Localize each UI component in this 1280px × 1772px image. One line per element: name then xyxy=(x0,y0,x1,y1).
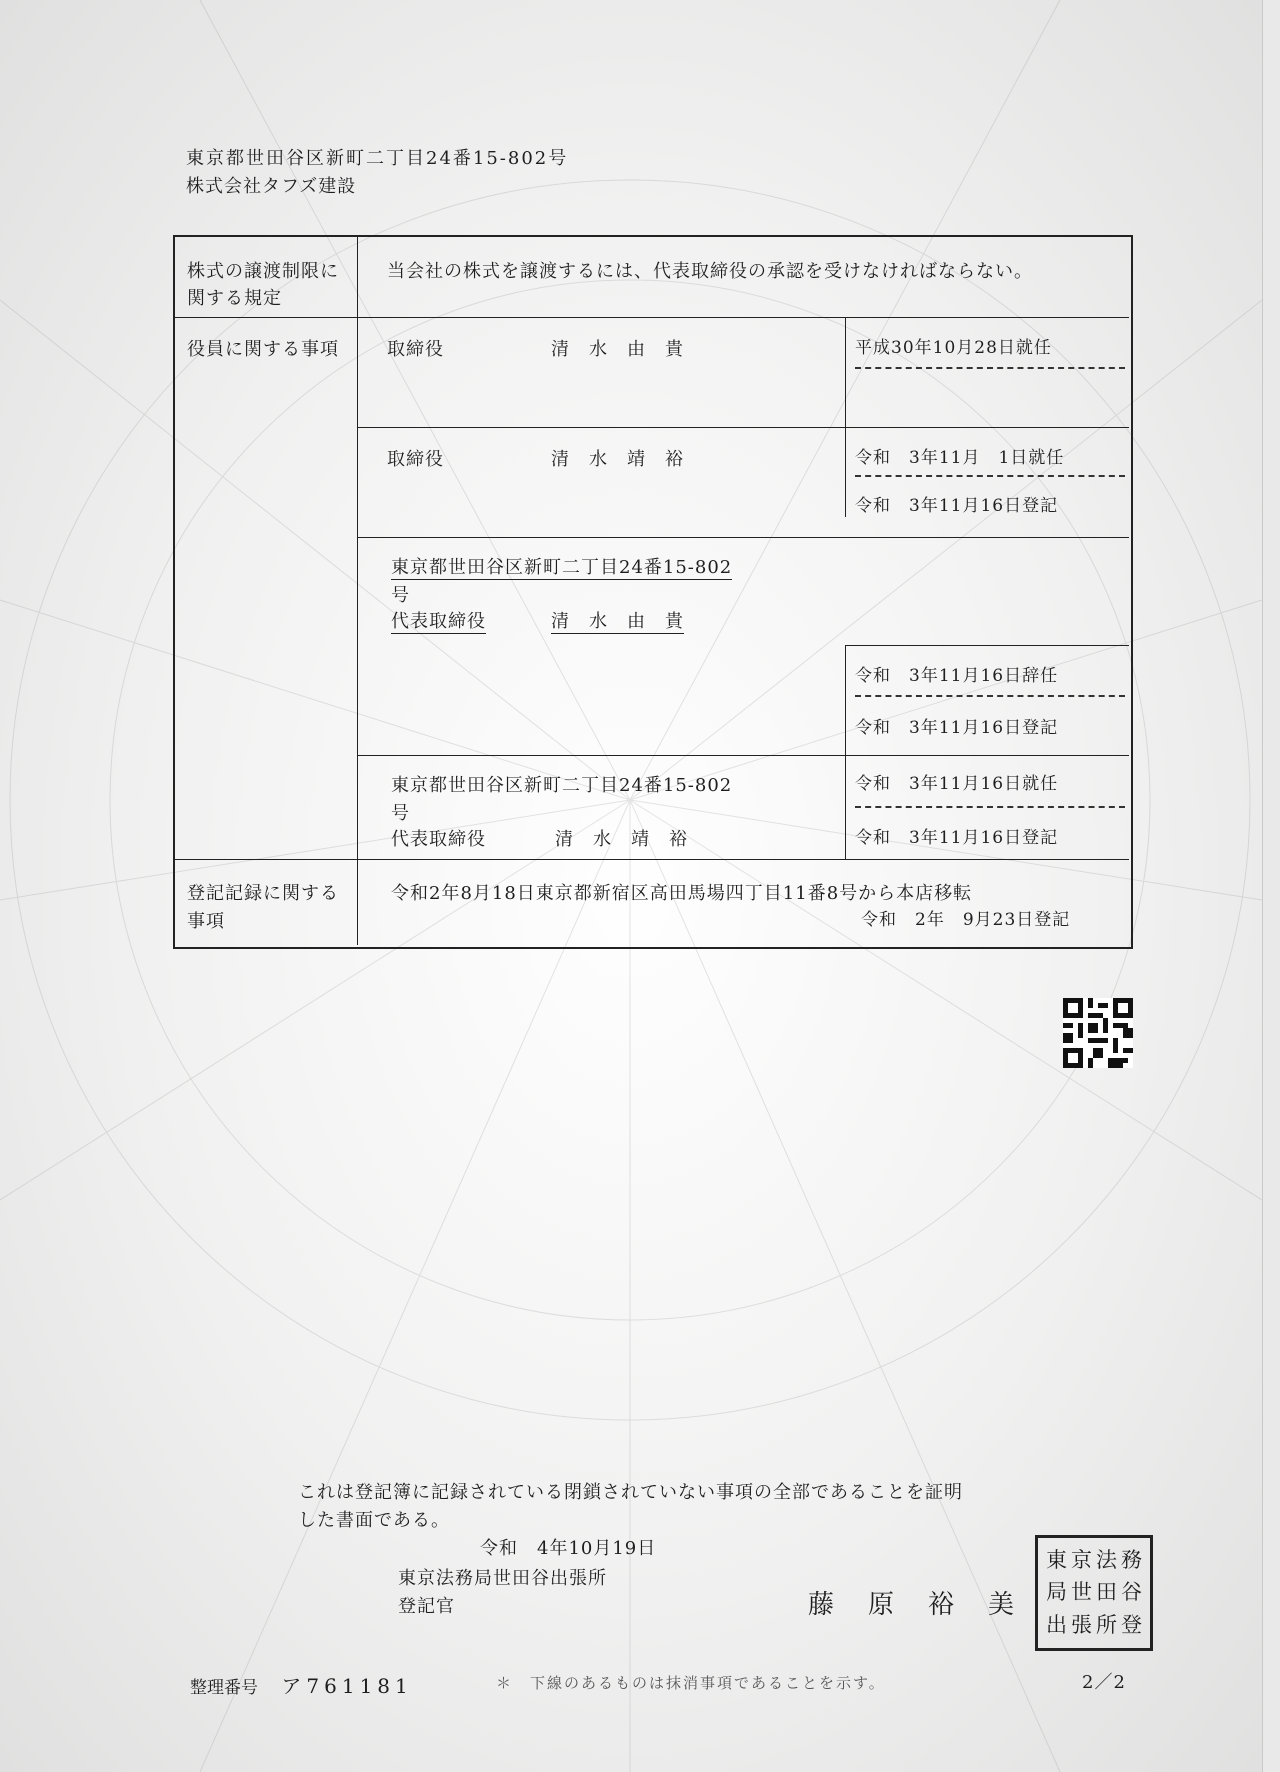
seal-char: 世 xyxy=(1071,1580,1092,1605)
officer1-name: 清 水 由 貴 xyxy=(551,339,684,360)
row-label-transfer-restriction-1: 株式の譲渡制限に xyxy=(187,261,339,282)
header-address: 東京都世田谷区新町二丁目24番15-802号 xyxy=(186,148,569,169)
ref-number: ア761181 xyxy=(281,1674,413,1698)
officer2-date-registered: 令和 3年11月16日登記 xyxy=(855,496,1059,516)
registrar-title: 登記官 xyxy=(398,1596,455,1617)
officer3-address-line1: 東京都世田谷区新町二丁目24番15-802 xyxy=(391,557,733,578)
strikeout-note: ＊ 下線のあるものは抹消事項であることを示す。 xyxy=(496,1674,886,1692)
officer2-title: 取締役 xyxy=(387,449,444,470)
certification-line2: した書面である。 xyxy=(298,1510,450,1531)
seal-char: 務 xyxy=(1121,1547,1142,1572)
officer4-date-registered: 令和 3年11月16日登記 xyxy=(855,828,1059,848)
ref-label: 整理番号 xyxy=(190,1678,258,1698)
footer-ref xyxy=(190,1670,413,1699)
registrar-name: 藤 原 裕 美 xyxy=(808,1590,1019,1620)
header-company-name: 株式会社タフズ建設 xyxy=(186,176,357,197)
seal-char: 法 xyxy=(1096,1547,1117,1572)
transfer-restriction-content: 当会社の株式を譲渡するには、代表取締役の承認を受けなければならない。 xyxy=(387,261,1033,282)
certification-date: 令和 4年10月19日 xyxy=(480,1538,657,1559)
qr-code xyxy=(1063,998,1133,1068)
officer1-title: 取締役 xyxy=(387,339,444,360)
row-label-records-1: 登記記録に関する xyxy=(187,883,339,904)
seal-char: 東 xyxy=(1046,1547,1067,1572)
page-edge xyxy=(1262,0,1280,1772)
records-content: 令和2年8月18日東京都新宿区高田馬場四丁目11番8号から本店移転 xyxy=(391,883,973,904)
seal-char: 谷 xyxy=(1121,1580,1142,1605)
seal-char: 出 xyxy=(1046,1613,1067,1638)
page-number: 2／2 xyxy=(1082,1672,1126,1693)
seal-char: 局 xyxy=(1046,1580,1067,1605)
registry-table xyxy=(173,235,1133,949)
officer3-date-resigned: 令和 3年11月16日辞任 xyxy=(855,666,1059,686)
officer4-address-line2: 号 xyxy=(391,803,410,824)
seal-char: 登 xyxy=(1121,1613,1142,1638)
officer2-date-appointed: 令和 3年11月 1日就任 xyxy=(855,448,1065,468)
officer3-title: 代表取締役 xyxy=(391,611,486,632)
officer2-name: 清 水 靖 裕 xyxy=(551,449,684,470)
officer4-address-line1: 東京都世田谷区新町二丁目24番15-802 xyxy=(391,775,733,796)
officer3-name: 清 水 由 貴 xyxy=(551,611,684,632)
official-seal xyxy=(1035,1535,1153,1651)
officer4-title: 代表取締役 xyxy=(391,829,486,850)
officer4-date-appointed: 令和 3年11月16日就任 xyxy=(855,774,1059,794)
issuing-office: 東京法務局世田谷出張所 xyxy=(398,1568,607,1589)
officer1-date: 平成30年10月28日就任 xyxy=(855,338,1052,358)
seal-char: 張 xyxy=(1071,1613,1092,1638)
seal-char: 京 xyxy=(1071,1547,1092,1572)
row-label-officers: 役員に関する事項 xyxy=(187,339,339,360)
row-label-records-2: 事項 xyxy=(187,911,225,932)
records-date: 令和 2年 9月23日登記 xyxy=(861,910,1071,930)
officer4-name: 清 水 靖 裕 xyxy=(555,829,688,850)
row-label-transfer-restriction-2: 関する規定 xyxy=(187,288,282,309)
officer3-date-registered: 令和 3年11月16日登記 xyxy=(855,718,1059,738)
certification-line1: これは登記簿に記録されている閉鎖されていない事項の全部であることを証明 xyxy=(298,1482,963,1503)
officer3-address-line2: 号 xyxy=(391,585,410,606)
seal-char: 田 xyxy=(1096,1580,1117,1605)
seal-char: 所 xyxy=(1096,1613,1117,1638)
